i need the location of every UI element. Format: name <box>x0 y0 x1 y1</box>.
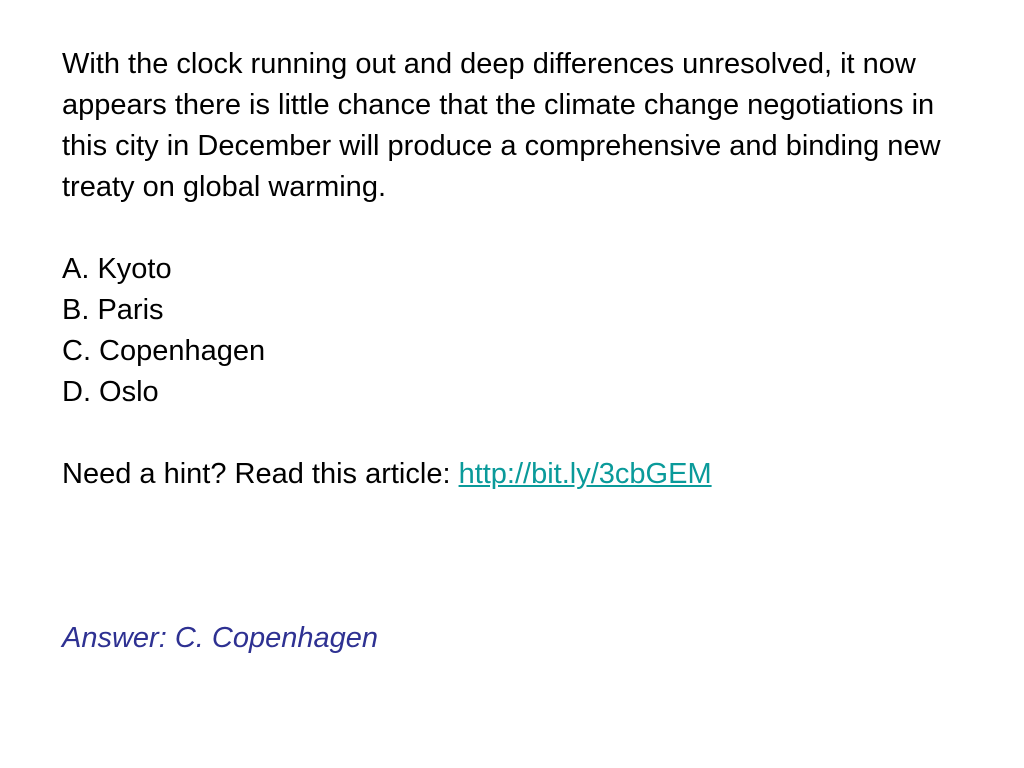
hint-prefix: Need a hint? Read this article: <box>62 458 451 490</box>
option-b: B. Paris <box>62 294 164 326</box>
question-text: With the clock running out and deep differences unresolved, it now appears there is little chance that the climate change negotiations in this city in December will produce a comprehensive and binding new treaty on global warming. <box>62 48 941 203</box>
option-c: C. Copenhagen <box>62 335 266 367</box>
options-list <box>62 249 964 413</box>
hint-line <box>62 454 964 495</box>
hint-article-link[interactable]: http://bit.ly/3cbGEM <box>458 458 712 490</box>
answer-text: Answer: C. Copenhagen <box>62 622 378 654</box>
option-a: A. Kyoto <box>62 253 172 285</box>
option-d: D. Oslo <box>62 376 159 408</box>
